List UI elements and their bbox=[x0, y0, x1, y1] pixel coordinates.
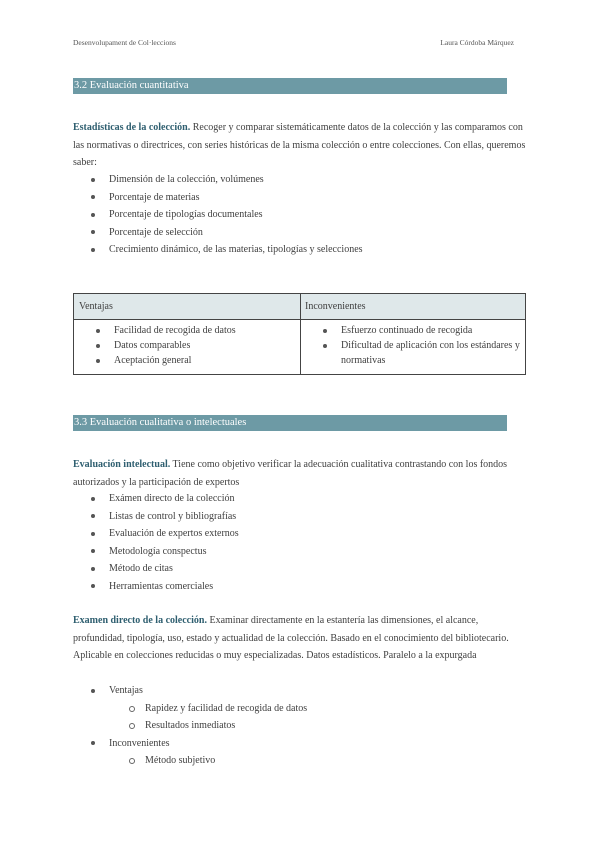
list-item bbox=[74, 353, 300, 368]
list-item bbox=[73, 578, 239, 596]
qualitative-lead-text: Tiene como objetivo verificar la adecuación cualitativa contrastando con los fondos autorizados y la participación de expertos bbox=[73, 459, 508, 488]
bullet-icon bbox=[91, 195, 95, 199]
list-item-text: Metodología conspectus bbox=[109, 545, 207, 557]
list-item-text: Porcentaje de tipologías documentales bbox=[109, 209, 263, 221]
table-cell-inconvenientes bbox=[301, 323, 521, 368]
examen-bullet-list bbox=[73, 682, 307, 770]
list-item bbox=[73, 189, 363, 207]
list-item-text: Resultados inmediatos bbox=[145, 720, 236, 732]
list-item-text: Crecimiento dinámico, de las materias, tipologías y selecciones bbox=[109, 244, 363, 256]
list-item bbox=[73, 508, 239, 526]
header-left: Desenvolupament de Col·leccions bbox=[73, 38, 176, 47]
bullet-icon bbox=[91, 230, 95, 234]
bullet-icon bbox=[91, 514, 95, 518]
list-item bbox=[73, 560, 239, 578]
bullet-icon bbox=[323, 344, 327, 348]
examen-lead-bold: Examen directo de la colección. bbox=[73, 615, 207, 626]
bullet-icon bbox=[91, 567, 95, 571]
list-item bbox=[73, 206, 363, 224]
examen-paragraph bbox=[73, 612, 528, 665]
list-item-text: Datos comparables bbox=[114, 340, 191, 351]
circle-bullet-icon bbox=[129, 758, 135, 764]
bullet-icon bbox=[91, 741, 95, 745]
section-heading-quantitative: 3.2 Evaluación cuantitativa bbox=[73, 78, 507, 94]
bullet-icon bbox=[91, 248, 95, 252]
bullet-icon bbox=[91, 497, 95, 501]
circle-bullet-icon bbox=[129, 706, 135, 712]
list-item-text: Listas de control y bibliografías bbox=[109, 510, 237, 522]
list-item-text: Evaluación de expertos externos bbox=[109, 528, 239, 540]
quantitative-lead-bold: Estadísticas de la colección. bbox=[73, 122, 191, 133]
list-item-text: Aceptación general bbox=[114, 355, 192, 366]
bullet-icon bbox=[96, 344, 100, 348]
list-item bbox=[73, 171, 363, 189]
bullet-icon bbox=[91, 178, 95, 182]
list-item bbox=[73, 490, 239, 508]
list-item-text: Porcentaje de selección bbox=[109, 226, 203, 238]
list-item-text: Facilidad de recogida de datos bbox=[114, 325, 236, 336]
list-item bbox=[74, 338, 300, 353]
list-item bbox=[73, 525, 239, 543]
list-item-text: Inconvenientes bbox=[109, 737, 170, 749]
qualitative-lead-bold: Evaluación intelectual. bbox=[73, 459, 171, 470]
sub-list-item bbox=[73, 700, 307, 718]
bullet-icon bbox=[96, 329, 100, 333]
list-item bbox=[73, 543, 239, 561]
table-header-inconvenientes: Inconvenientes bbox=[305, 301, 366, 312]
quantitative-lead-text: Recoger y comparar sistemáticamente datos de la colección y las comparamos con las normativas o directrices, con series históricas de la misma colección o entre colecciones. Con ellas, queremos saber: bbox=[73, 122, 526, 169]
bullet-icon bbox=[91, 213, 95, 217]
header-right: Laura Córdoba Márquez bbox=[440, 38, 514, 47]
list-item bbox=[73, 682, 307, 700]
bullet-icon bbox=[96, 359, 100, 363]
list-item-text: Porcentaje de materias bbox=[109, 191, 200, 203]
bullet-icon bbox=[323, 329, 327, 333]
bullet-icon bbox=[91, 532, 95, 536]
list-item-text: Método subjetivo bbox=[145, 755, 216, 767]
bullet-icon bbox=[91, 584, 95, 588]
table-header-ventajas: Ventajas bbox=[79, 301, 113, 312]
quantitative-paragraph bbox=[73, 119, 528, 172]
qualitative-bullet-list bbox=[73, 490, 239, 596]
sub-list-item bbox=[73, 752, 307, 770]
section-heading-qualitative: 3.3 Evaluación cualitativa o intelectuales bbox=[73, 415, 507, 431]
pros-cons-table bbox=[73, 293, 526, 375]
list-item-text: Rapidez y facilidad de recogida de datos bbox=[145, 702, 308, 714]
list-item bbox=[301, 338, 521, 368]
list-item-text: Exámen directo de la colección bbox=[109, 493, 235, 504]
bullet-icon bbox=[91, 689, 95, 693]
qualitative-paragraph bbox=[73, 456, 528, 491]
list-item bbox=[73, 224, 363, 242]
list-item-text: Herramientas comerciales bbox=[109, 580, 214, 592]
quantitative-bullet-list bbox=[73, 171, 363, 259]
list-item bbox=[301, 323, 521, 338]
list-item-text: Esfuerzo continuado de recogida bbox=[341, 325, 473, 336]
bullet-icon bbox=[91, 549, 95, 553]
list-item bbox=[73, 735, 307, 753]
table-cell-ventajas bbox=[74, 323, 300, 368]
examen-lead-text: Examinar directamente en la estantería las dimensiones, el alcance, profundidad, tipología, uso, estado y actualidad de la colección. Basado en el conocimiento del bibliotecario. Aplicable en colecciones reducidas o muy especializadas. Datos estadísticos. Paralelo a la expurgada bbox=[73, 615, 509, 662]
circle-bullet-icon bbox=[129, 723, 135, 729]
list-item bbox=[73, 241, 363, 259]
list-item-text: Dimensión de la colección, volúmenes bbox=[109, 174, 264, 185]
list-item-text: Dificultad de aplicación con los estándares y normativas bbox=[341, 340, 520, 366]
list-item-text: Método de citas bbox=[109, 563, 173, 575]
list-item-text: Ventajas bbox=[109, 685, 143, 696]
list-item bbox=[74, 323, 300, 338]
sub-list-item bbox=[73, 717, 307, 735]
